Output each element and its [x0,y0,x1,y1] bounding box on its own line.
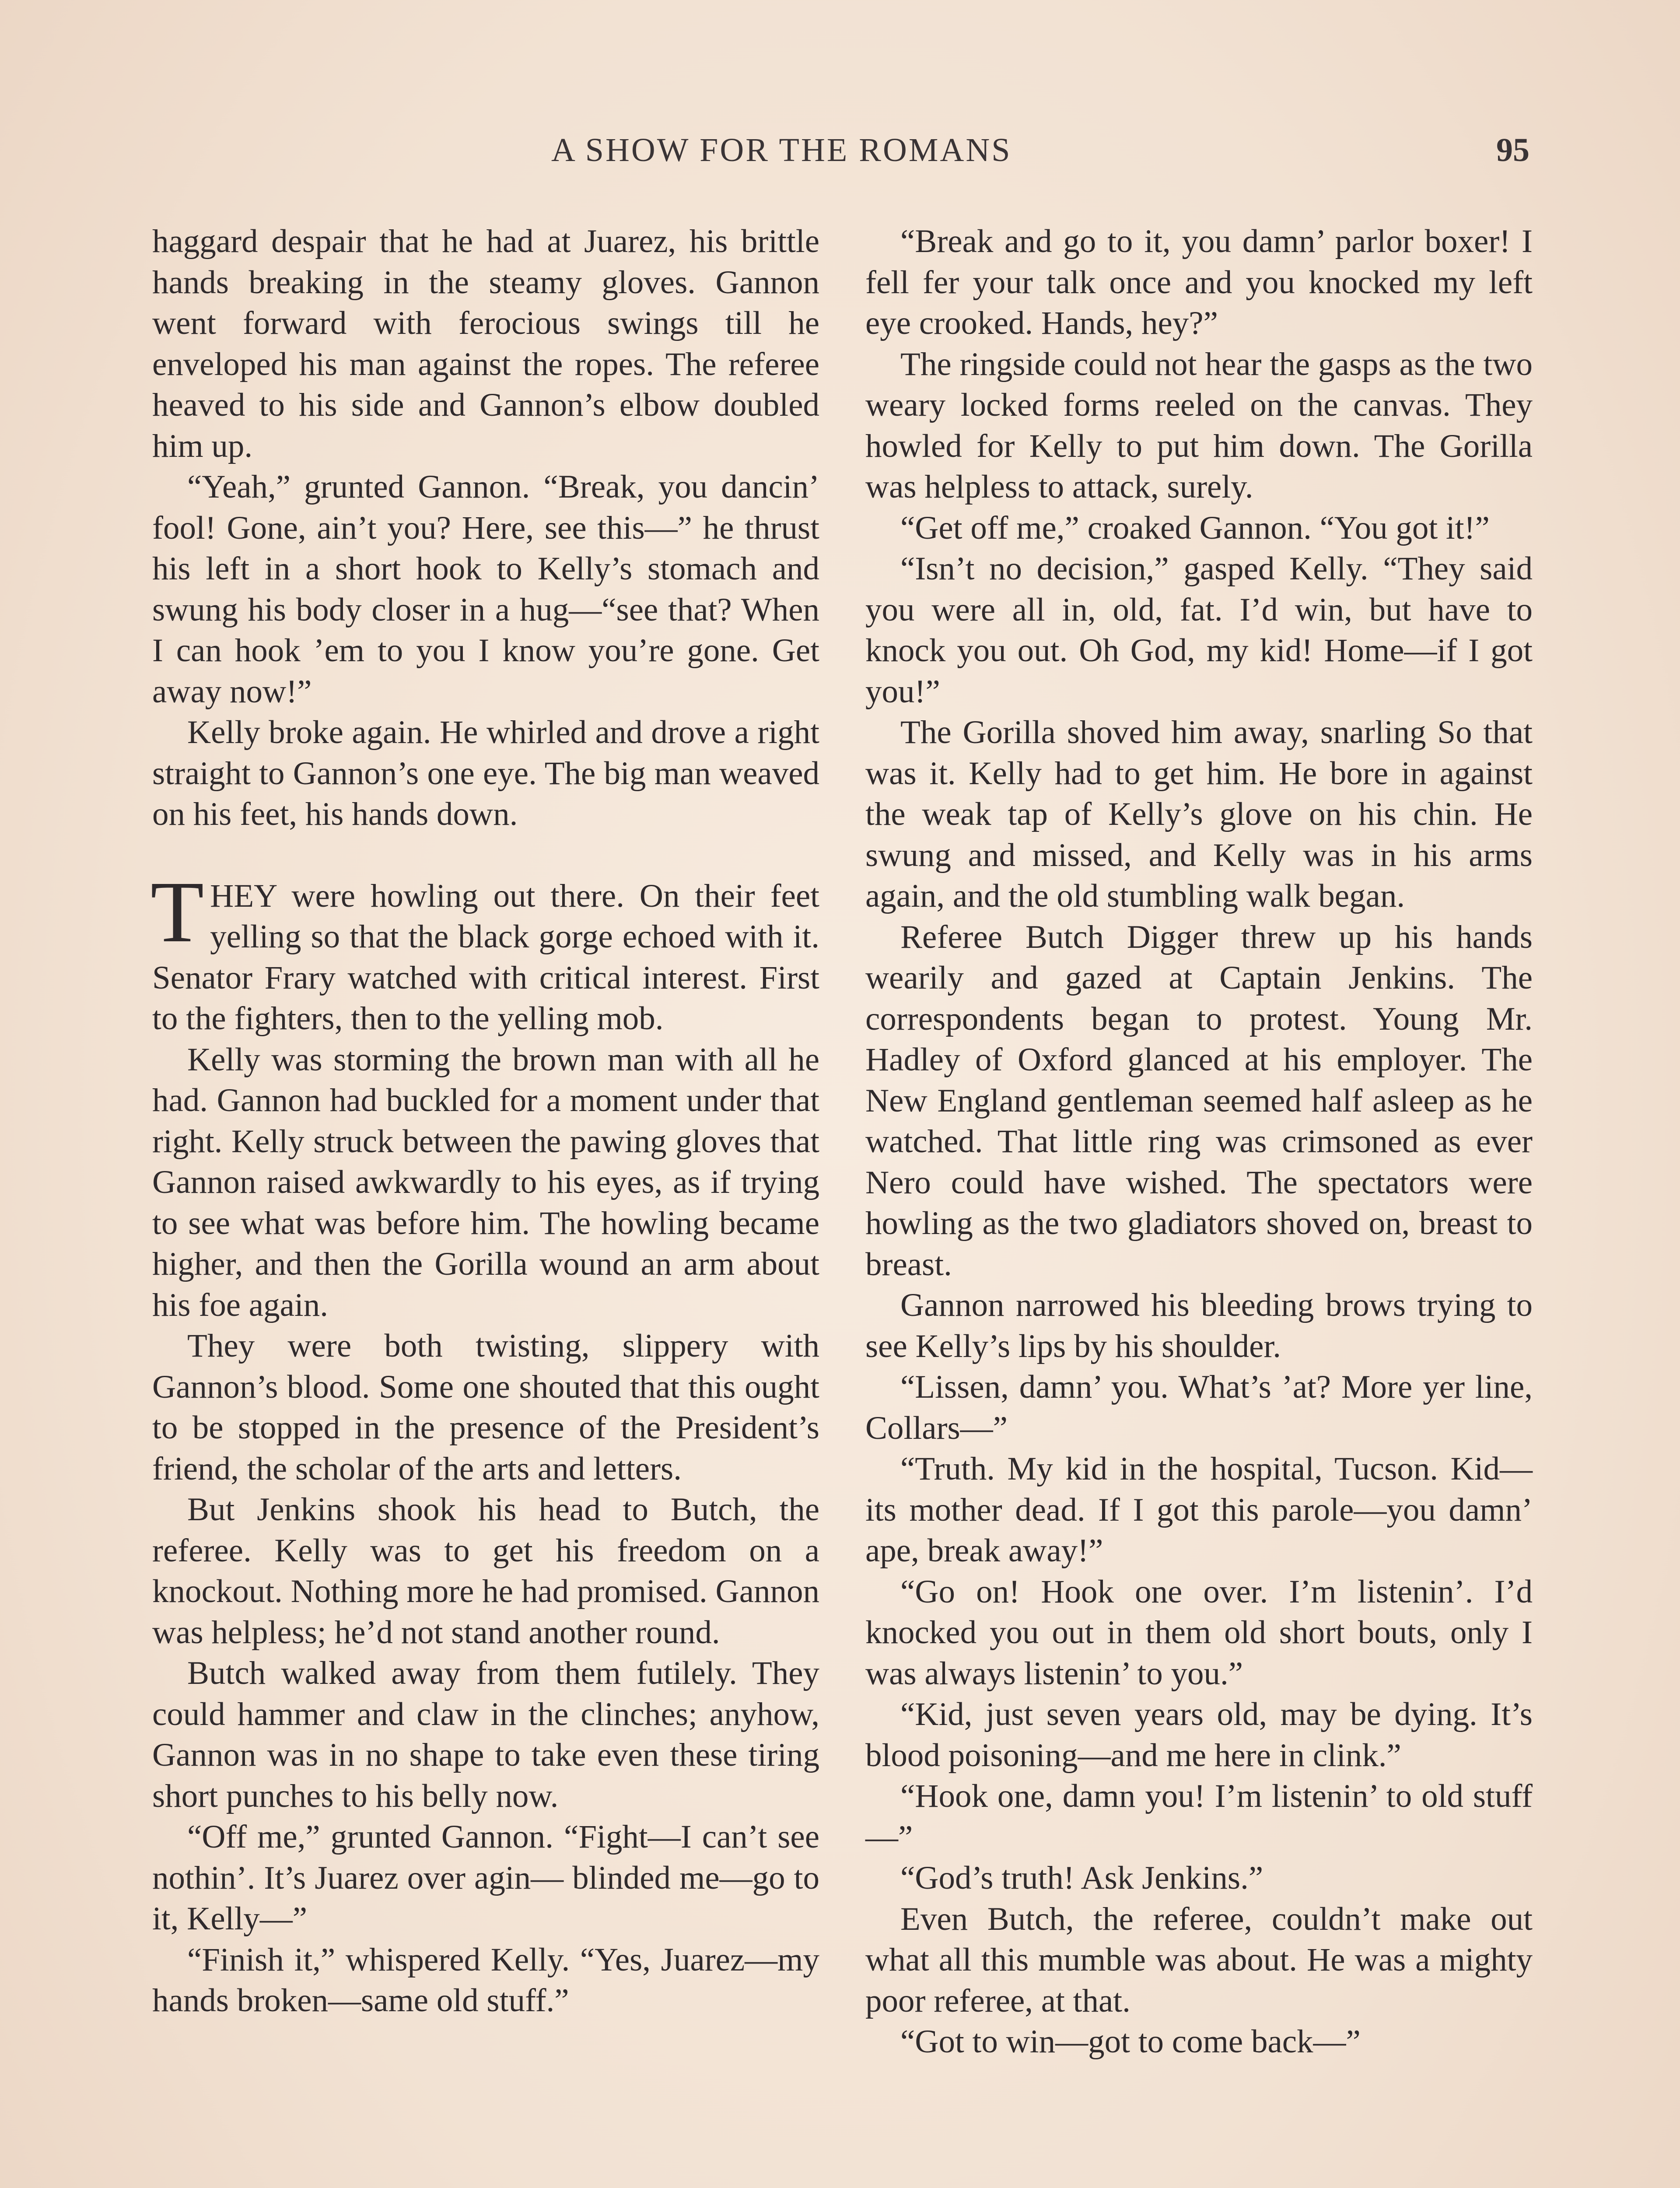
section-opening-text: HEY were howling out there. On their feet yelling so that the black gorge echoed with it. Senator Frary watched with critical interest. First to the fighters, then to the yelling mob. [152,877,819,1037]
paragraph: Referee Butch Digger threw up his hands wearily and gazed at Captain Jenkins. The correspondents began to protest. Young Mr. Hadley of Oxford glanced at his employer. The New England gentleman seemed half asleep as he watched. That little ring was crimsoned as ever Nero could have wished. The spectators were howling as the two gladiators shoved on, breast to breast. [865,919,1533,1283]
paragraph: They were both twisting, slippery with Gannon’s blood. Some one shouted that this ought to be stopped in the presence of the President’s friend, the scholar of the arts and letters. [152,1328,819,1487]
paragraph: Gannon narrowed his bleeding brows trying to see Kelly’s lips by his shoulder. [865,1287,1533,1364]
paragraph: The ringside could not hear the gasps as the two weary locked forms reeled on the canvas. They howled for Kelly to put him down. The Gorilla was helpless to attack, surely. [865,346,1533,505]
paragraph: Butch walked away from them futilely. They could hammer and claw in the clinches; anyhow, Gannon was in no shape to take even these tiring short punches to his belly now. [152,1655,819,1814]
paragraph: “Yeah,” grunted Gannon. “Break, you dancin’ fool! Gone, ain’t you? Here, see this—” he thrust his left in a short hook to Kelly’s stomach and swung his body closer in a hug—“see that? When I can hook ’em to you I know you’re gone. Get away now!” [152,469,819,710]
paragraph: “Get off me,” croaked Gannon. “You got it!” [900,509,1490,546]
running-title: A SHOW FOR THE ROMANS [551,132,1012,168]
paragraph: But Jenkins shook his head to Butch, the referee. Kelly was to get his freedom on a knockout. Nothing more he had promised. Gannon was helpless; he’d not stand another round. [152,1491,819,1651]
paragraph: Kelly broke again. He whirled and drove a right straight to Gannon’s one eye. The big man weaved on his feet, his hands down. [152,714,819,832]
paragraph: The Gorilla shoved him away, snarling So that was it. Kelly had to get him. He bore in against the weak tap of Kelly’s glove on his chin. He swung and missed, and Kelly was in his arms again, and the old stumbling walk began. [865,714,1533,914]
paragraph: “Off me,” grunted Gannon. “Fight—I can’t see nothin’. It’s Juarez over agin— blinded me—go to it, Kelly—” [152,1819,819,1937]
paragraph: “Truth. My kid in the hospital, Tucson. Kid—its mother dead. If I got this parole—you damn’ ape, break away!” [865,1451,1533,1569]
paragraph: “Kid, just seven years old, may be dying. It’s blood poisoning—and me here in clink.” [865,1696,1533,1774]
paragraph: “Lissen, damn’ you. What’s ’at? More yer line, Collars—” [865,1369,1533,1446]
right-column [865,221,1533,2062]
paragraph: “Finish it,” whispered Kelly. “Yes, Juarez—my hands broken—same old stuff.” [152,1941,819,2019]
paragraph: Kelly was storming the brown man with all he had. Gannon had buckled for a moment under that right. Kelly struck between the pawing gloves that Gannon raised awkwardly to his eyes, as if trying to see what was before him. The howling became higher, and then the Gorilla wound an arm about his foe again. [152,1041,819,1323]
paragraph: “Isn’t no decision,” gasped Kelly. “They said you were all in, old, fat. I’d win, but have to knock you out. Oh God, my kid! Home—if I got you!” [865,551,1533,710]
paragraph: Even Butch, the referee, couldn’t make out what all this mumble was about. He was a mighty poor referee, at that. [865,1900,1533,2019]
paragraph: “Go on! Hook one over. I’m listenin’. I’d knocked you out in them old short bouts, only I was always listenin’ to you.” [865,1573,1533,1692]
page-header [0,131,1680,184]
paragraph: haggard despair that he had at Juarez, his brittle hands breaking in the steamy gloves. Gannon went forward with ferocious swings till he enveloped his man against the ropes. The referee heaved to his side and Gannon’s elbow doubled him up. [152,223,819,464]
left-column [152,221,819,2021]
drop-cap: T [150,863,204,961]
paragraph: “Hook one, damn you! I’m listenin’ to old stuff—” [865,1778,1533,1855]
paragraph: “Got to win—got to come back—” [900,2023,1361,2060]
paragraph: “Break and go to it, you damn’ parlor boxer! I fell fer your talk once and you knocked my left eye crooked. Hands, hey?” [865,223,1533,341]
page-number: 95 [1496,132,1530,168]
section-opening-paragraph [150,863,819,1039]
paragraph: “God’s truth! Ask Jenkins.” [900,1860,1264,1896]
